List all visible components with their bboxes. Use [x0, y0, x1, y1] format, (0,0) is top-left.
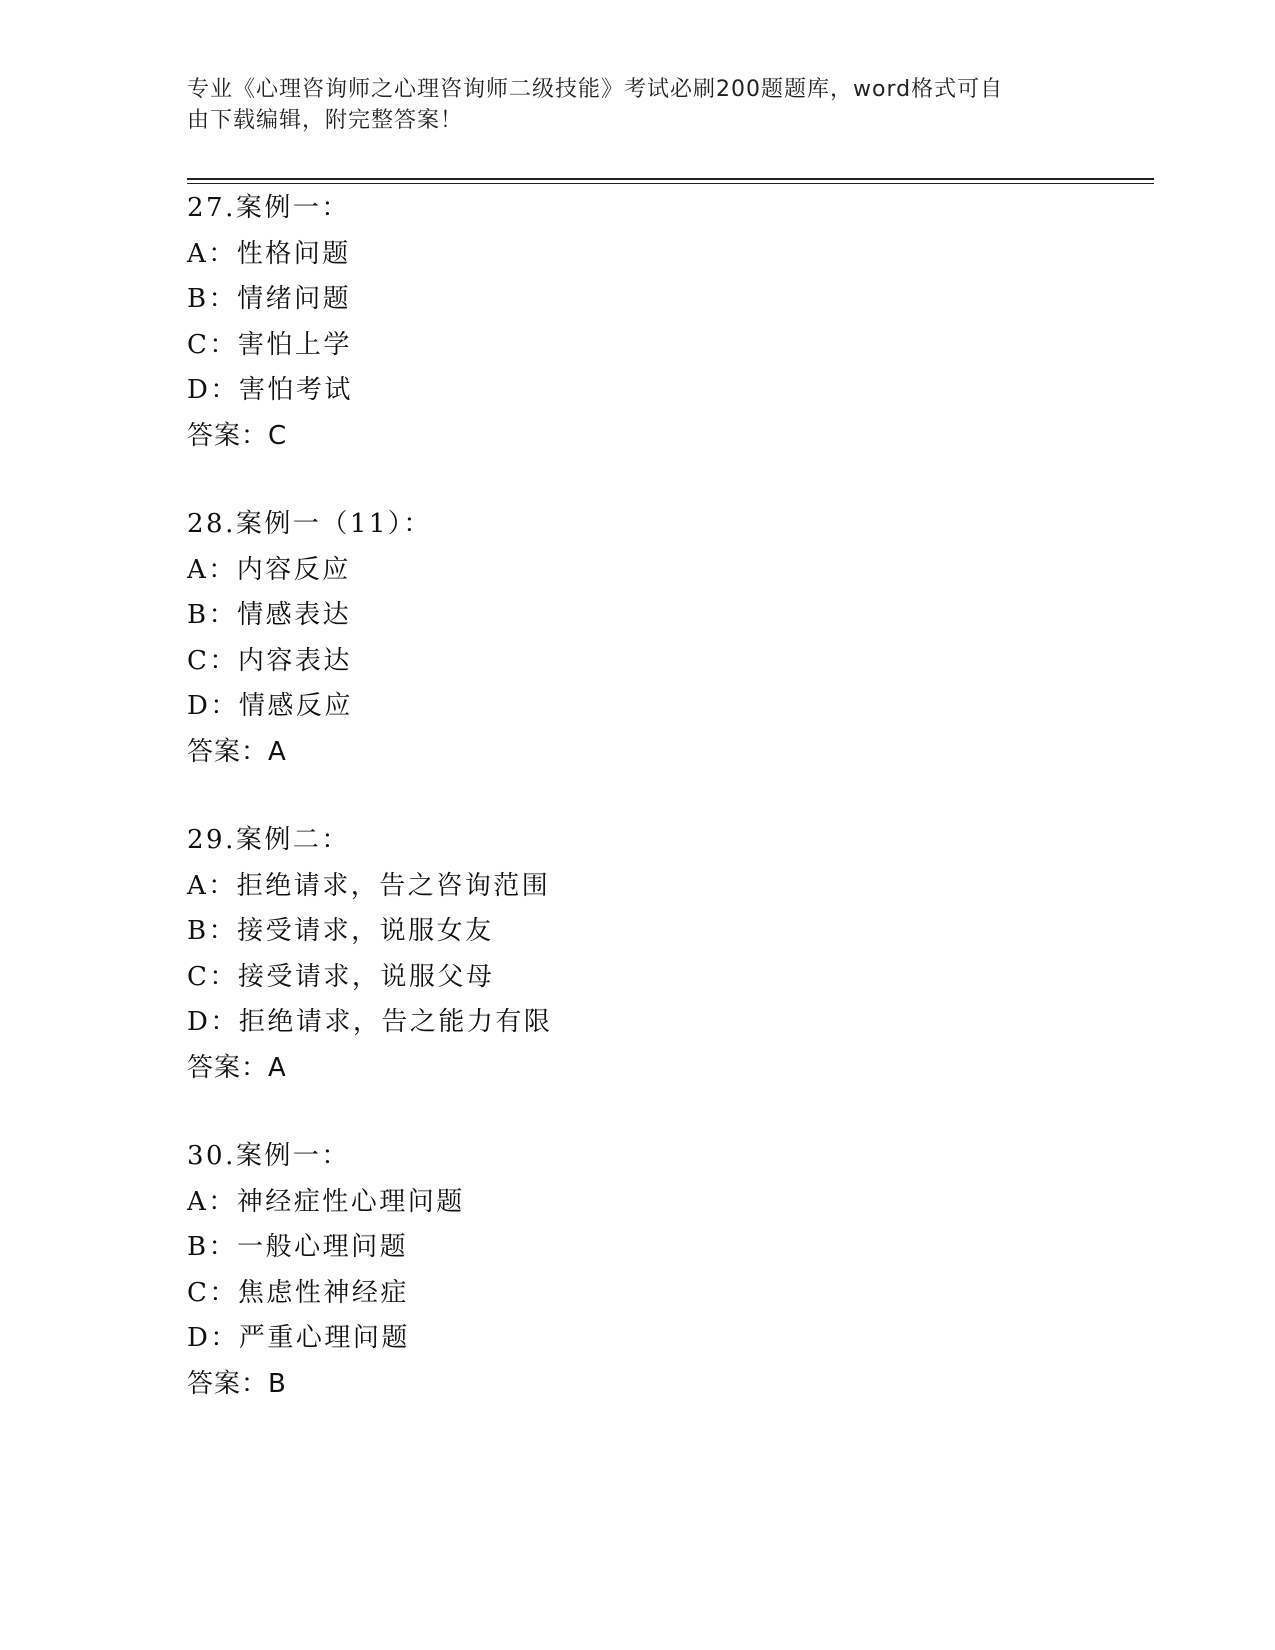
question-stem: 29.案例二： — [187, 825, 350, 855]
option-d: D：情感反应 — [187, 691, 353, 721]
question-stem: 28.案例一（11）： — [187, 509, 432, 539]
option-a: A：拒绝请求，告之咨询范围 — [187, 870, 551, 901]
header-divider-thin — [187, 183, 1154, 184]
option-c: C：接受请求，说服父母 — [187, 961, 495, 992]
option-c: C：内容表达 — [187, 645, 352, 676]
option-d: D：严重心理问题 — [187, 1323, 410, 1353]
answer-line: 答案：A — [187, 736, 287, 767]
option-a: A：内容反应 — [187, 554, 351, 585]
option-d: D：害怕考试 — [187, 375, 353, 405]
document-header — [187, 74, 1087, 136]
option-b: B：一般心理问题 — [187, 1232, 409, 1262]
option-a: A：神经症性心理问题 — [187, 1186, 465, 1217]
question-28 — [187, 502, 887, 775]
option-c: C：焦虑性神经症 — [187, 1277, 409, 1308]
header-line-1: 专业《心理咨询师之心理咨询师二级技能》考试必刷200题题库，word格式可自 — [187, 77, 1004, 102]
question-29 — [187, 818, 887, 1091]
header-line-2: 由下载编辑，附完整答案！ — [187, 108, 464, 133]
question-stem: 30.案例一： — [187, 1141, 350, 1171]
option-b: B：接受请求，说服女友 — [187, 916, 494, 946]
option-c: C：害怕上学 — [187, 329, 352, 360]
header-divider-thick — [187, 178, 1154, 180]
answer-line: 答案：B — [187, 1368, 287, 1399]
answer-line: 答案：C — [187, 420, 288, 451]
question-27 — [187, 186, 887, 459]
option-b: B：情感表达 — [187, 600, 352, 630]
option-b: B：情绪问题 — [187, 284, 352, 314]
question-stem: 27.案例一： — [187, 193, 350, 223]
option-a: A：性格问题 — [187, 238, 351, 269]
option-d: D：拒绝请求，告之能力有限 — [187, 1007, 553, 1037]
answer-line: 答案：A — [187, 1052, 287, 1083]
question-30 — [187, 1134, 887, 1407]
